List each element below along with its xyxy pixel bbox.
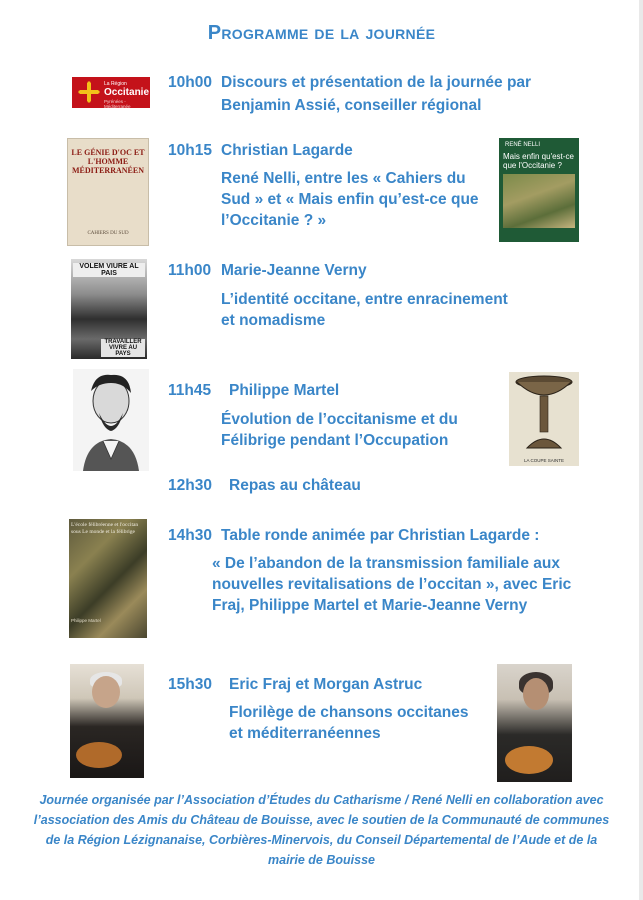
organizers-footer: Journée organisée par l’Association d’Études du Catharisme / René Nelli en collaboration avec l’association des Amis du Château de Bouisse, avec le soutien de la Communauté de communes de la Région Lézignanaise, Corbières-Minervois, du Conseil Départemental de l’Aude et de la mairie de Bouisse — [33, 793, 610, 867]
cup-illustration — [509, 372, 579, 466]
speaker-4: Philippe Martel — [229, 382, 340, 399]
genie-cover-title: LE GÉNIE D'OC ET L'HOMME MÉDITERRANÉEN — [71, 148, 145, 175]
time-5: 12h30 — [168, 477, 212, 494]
logo-line2: Occitanie — [104, 87, 150, 98]
protest-banner: VOLEM VIURE AL PAIS — [73, 263, 145, 277]
landscape-photo — [503, 174, 575, 228]
protest-sign: TRAVAILLER VIVRE AU PAYS — [101, 339, 145, 357]
page-edge — [639, 0, 643, 900]
cup-drawing — [509, 372, 579, 456]
ecole-cover-title: L'école félibréenne et l'occitan sous Le monde et la félibrige — [71, 522, 139, 535]
ecole-cover-author: Philippe Martel — [71, 618, 101, 623]
time-3: 11h00 — [168, 262, 212, 279]
morgan-face — [523, 678, 549, 710]
photo-eric-fraj — [70, 664, 144, 778]
time-7: 15h30 — [168, 676, 212, 693]
desc-3: L’identité occitane, entre enracinement et nomadisme — [221, 291, 508, 329]
time-6: 14h30 — [168, 527, 212, 544]
occitanie-logo — [72, 77, 150, 108]
book-cover-mais-enfin — [499, 138, 579, 242]
mais-cover-title: Mais enfin qu'est-ce que l'Occitanie ? — [503, 152, 574, 170]
page-title: Programme de la journée — [207, 22, 436, 44]
speaker-1: Discours et présentation de la journée par — [221, 74, 532, 91]
guitar-icon — [505, 746, 553, 774]
speaker-7: Eric Fraj et Morgan Astruc — [229, 676, 423, 693]
eric-face — [92, 676, 120, 708]
speaker-5: Repas au château — [229, 477, 361, 494]
desc-7: Florilège de chansons occitanes et méditerranéennes — [229, 704, 469, 742]
time-1: 10h00 — [168, 74, 212, 91]
photo-morgan-astruc — [497, 664, 572, 782]
genie-cover-sub: CAHIERS DU SUD — [87, 231, 129, 236]
logo-line1: La Région — [104, 81, 127, 87]
book-cover-ecole-felibreenne — [69, 519, 147, 638]
desc-1: Benjamin Assié, conseiller régional — [221, 97, 482, 114]
occitan-cross-icon — [78, 81, 100, 103]
desc-4: Évolution de l’occitanisme et du Félibrige pendant l’Occupation — [221, 411, 458, 449]
cup-caption: LA COUPE SAINTE — [523, 458, 564, 463]
speaker-6: Table ronde animée par Christian Lagarde : — [221, 527, 540, 544]
guitar-icon — [76, 742, 122, 768]
speaker-2: Christian Lagarde — [221, 142, 353, 159]
time-4: 11h45 — [168, 382, 212, 399]
desc-6: « De l’abandon de la transmission familiale aux nouvelles revitalisations de l’occitan », avec Eric Fraj, Philippe Martel et Marie-Jeanne Verny — [212, 555, 572, 614]
portrait-drawing — [73, 369, 149, 471]
protest-photo — [71, 259, 147, 359]
logo-line3: Pyrénées - Méditerranée — [104, 99, 131, 108]
speaker-3: Marie-Jeanne Verny — [221, 262, 367, 279]
desc-2: René Nelli, entre les « Cahiers du Sud » et « Mais enfin qu’est-ce que l’Occitanie ? » — [221, 170, 479, 229]
portrait-engraving — [73, 369, 149, 471]
book-cover-genie-d-oc — [67, 138, 149, 246]
mais-cover-author: RENÉ NELLI — [505, 142, 541, 148]
time-2: 10h15 — [168, 142, 212, 159]
